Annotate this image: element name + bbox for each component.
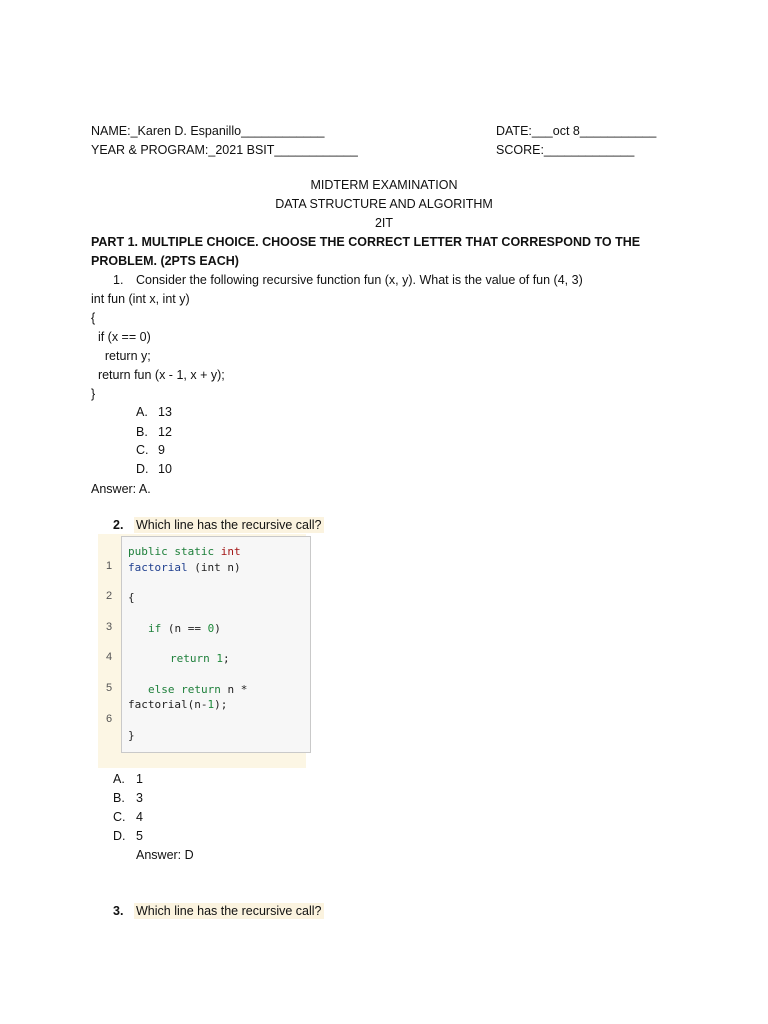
code-token: ); (214, 698, 228, 711)
code-token: ; (222, 652, 230, 665)
choice-value: 10 (158, 462, 172, 476)
code-line: { (91, 311, 96, 325)
question-text: Which line has the recursive call? (136, 518, 322, 532)
code-token: if (148, 622, 162, 635)
name-field: NAME:_Karen D. Espanillo____________ (91, 124, 325, 138)
line-number: 4 (105, 651, 113, 663)
code-token: else return (148, 683, 221, 696)
exam-title: MIDTERM EXAMINATION (310, 178, 458, 192)
line-number: 2 (105, 590, 113, 602)
code-line (148, 621, 221, 636)
question-text: Consider the following recursive function fun (x, y). What is the value of fun (4, 3) (136, 273, 583, 287)
question-number: 3. (113, 904, 124, 918)
code-line: return y; (91, 349, 151, 363)
code-token: 1 (216, 652, 223, 665)
code-line (128, 560, 241, 575)
answer: Answer: A. (91, 482, 151, 496)
part1-heading-line1: PART 1. MULTIPLE CHOICE. CHOOSE THE CORRECT LETTER THAT CORRESPOND TO THE (91, 235, 641, 249)
line-number: 5 (105, 682, 113, 694)
code-line: } (128, 729, 135, 742)
line-number: 6 (105, 713, 113, 725)
code-token: n * (220, 683, 248, 696)
section-title: 2IT (374, 216, 394, 230)
choice-letter: D. (113, 829, 126, 843)
choice-letter: A. (113, 772, 125, 786)
code-token: return (170, 652, 217, 665)
choice-letter: D. (136, 462, 149, 476)
score-field: SCORE:_____________ (496, 143, 635, 157)
code-line: if (x == 0) (91, 330, 151, 344)
code-line: return fun (x - 1, x + y); (91, 368, 225, 382)
choice-value: 4 (136, 810, 143, 824)
choice-letter: B. (136, 425, 148, 439)
choice-letter: C. (136, 443, 149, 457)
year-program-field: YEAR & PROGRAM:_2021 BSIT____________ (91, 143, 358, 157)
code-token: public static (128, 545, 221, 558)
choice-value: 1 (136, 772, 143, 786)
question-text: Which line has the recursive call? (136, 904, 322, 918)
code-token: ) (214, 622, 221, 635)
code-token: 1 (207, 698, 215, 711)
question-number: 1. (113, 273, 124, 287)
code-token: (n == (161, 622, 208, 635)
choice-value: 13 (158, 405, 172, 419)
part1-heading-line2: PROBLEM. (2PTS EACH) (91, 254, 239, 268)
choice-letter: A. (136, 405, 148, 419)
code-token: (int n) (194, 561, 241, 574)
code-line: } (91, 387, 96, 401)
code-token: int (220, 545, 241, 558)
choice-letter: B. (113, 791, 125, 805)
line-number: 3 (105, 621, 113, 633)
course-title: DATA STRUCTURE AND ALGORITHM (275, 197, 493, 211)
code-line (148, 682, 247, 697)
answer: Answer: D (136, 848, 194, 862)
line-number: 1 (105, 560, 113, 572)
choice-value: 12 (158, 425, 172, 439)
choice-value: 9 (158, 443, 165, 457)
code-line (128, 544, 241, 559)
code-line: { (128, 591, 135, 604)
code-line (170, 651, 230, 666)
choice-value: 5 (136, 829, 143, 843)
choice-value: 3 (136, 791, 143, 805)
date-field: DATE:___oct 8___________ (496, 124, 657, 138)
code-token: factorial(n- (128, 698, 208, 711)
code-token: factorial (128, 561, 195, 574)
choice-letter: C. (113, 810, 126, 824)
question-number: 2. (113, 518, 124, 532)
code-line: int fun (int x, int y) (91, 292, 190, 306)
code-token: 0 (207, 622, 215, 635)
code-line (128, 697, 227, 712)
